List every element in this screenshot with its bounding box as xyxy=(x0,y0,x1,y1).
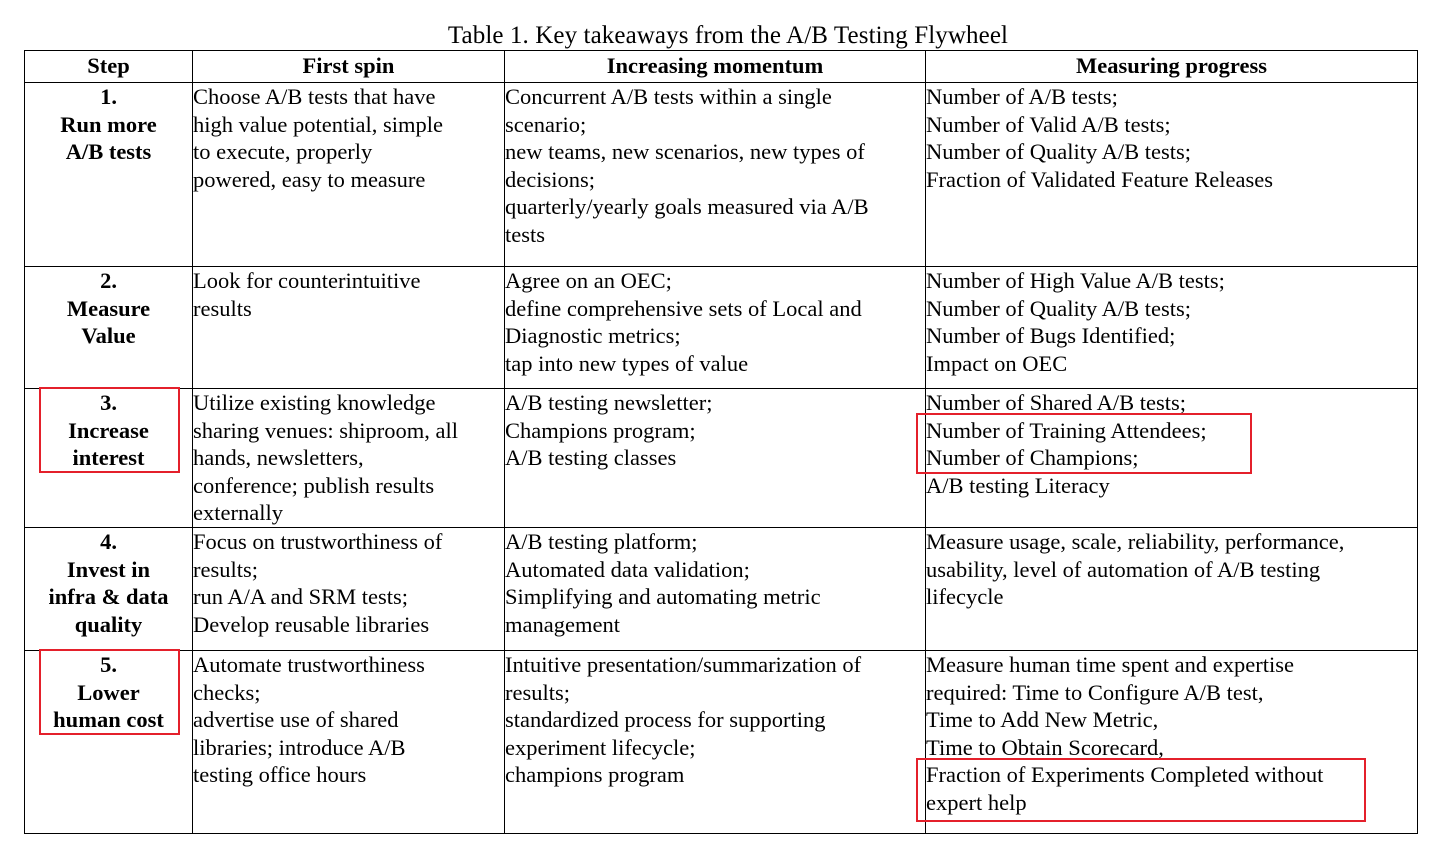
cell-line: usability, level of automation of A/B testing xyxy=(926,556,1321,582)
step-cell xyxy=(25,651,193,834)
cell-line: Utilize existing knowledge xyxy=(193,390,436,415)
cell-line: to execute, properly xyxy=(193,139,373,165)
cell-line: A/B testing newsletter; xyxy=(505,390,713,415)
cell-line: hands, newsletters, xyxy=(193,445,364,471)
cell-line: results xyxy=(193,295,252,321)
cell-line: lifecycle xyxy=(926,584,1004,610)
cell-line: sharing venues: shiproom, all xyxy=(193,417,458,443)
momentum-cell xyxy=(505,389,926,528)
cell-line: Time to Add New Metric, xyxy=(926,707,1159,733)
progress-cell xyxy=(926,267,1418,389)
cell-line: define comprehensive sets of Local and xyxy=(505,295,862,321)
cell-line: results; xyxy=(505,679,570,705)
table-row xyxy=(25,389,1418,528)
cell-line: Number of Champions; xyxy=(926,445,1139,471)
cell-line: Champions program; xyxy=(505,417,696,443)
momentum-cell xyxy=(505,267,926,389)
first-spin-cell xyxy=(193,389,505,528)
cell-line: champions program xyxy=(505,762,685,788)
cell-line: Number of Shared A/B tests; xyxy=(926,390,1186,415)
step-number: 4. xyxy=(100,529,117,554)
progress-cell xyxy=(926,389,1418,528)
cell-line: Number of Quality A/B tests; xyxy=(926,139,1191,165)
cell-line: results; xyxy=(193,556,258,582)
step-title-line: Increase xyxy=(68,417,149,443)
step-number: 3. xyxy=(100,390,117,415)
cell-line: testing office hours xyxy=(193,762,367,788)
cell-line: Choose A/B tests that have xyxy=(193,84,436,109)
step-highlight-wrap xyxy=(25,389,192,472)
first-spin-cell xyxy=(193,528,505,651)
header-increasing-momentum: Increasing momentum xyxy=(505,51,926,83)
step-title-line: A/B tests xyxy=(65,139,152,165)
table-row xyxy=(25,528,1418,651)
cell-line: Fraction of Experiments Completed without xyxy=(926,762,1324,788)
first-spin-cell xyxy=(193,83,505,267)
step-number: 5. xyxy=(100,652,117,677)
progress-highlight-wrap xyxy=(926,389,1417,499)
cell-line: A/B testing classes xyxy=(505,445,677,471)
cell-line: experiment lifecycle; xyxy=(505,734,696,760)
table-row xyxy=(25,83,1418,267)
cell-line: Number of A/B tests; xyxy=(926,84,1118,109)
header-row xyxy=(25,51,1418,83)
cell-line: A/B testing platform; xyxy=(505,529,698,554)
cell-line: run A/A and SRM tests; xyxy=(193,584,409,610)
progress-cell xyxy=(926,83,1418,267)
cell-line: Time to Obtain Scorecard, xyxy=(926,734,1164,760)
progress-cell xyxy=(926,528,1418,651)
header-first-spin: First spin xyxy=(193,51,505,83)
step-title-line: infra & data xyxy=(48,584,169,610)
header-step: Step xyxy=(25,51,193,83)
momentum-cell xyxy=(505,528,926,651)
cell-line: tests xyxy=(505,221,546,247)
cell-line: Agree on an OEC; xyxy=(505,268,672,293)
momentum-cell xyxy=(505,651,926,834)
cell-line: Look for counterintuitive xyxy=(193,268,421,293)
cell-line: quarterly/yearly goals measured via A/B xyxy=(505,194,869,220)
cell-line: tap into new types of value xyxy=(505,350,749,376)
cell-line: Concurrent A/B tests within a single xyxy=(505,84,832,109)
step-cell xyxy=(25,83,193,267)
cell-line: libraries; introduce A/B xyxy=(193,734,406,760)
cell-line: Measure usage, scale, reliability, performance, xyxy=(926,529,1345,554)
cell-line: Number of Training Attendees; xyxy=(926,417,1207,443)
first-spin-cell xyxy=(193,651,505,834)
cell-line: A/B testing Literacy xyxy=(926,472,1110,498)
progress-cell xyxy=(926,651,1418,834)
step-number: 1. xyxy=(100,84,117,109)
cell-line: Number of High Value A/B tests; xyxy=(926,268,1225,293)
cell-line: Simplifying and automating metric xyxy=(505,584,821,610)
first-spin-cell xyxy=(193,267,505,389)
cell-line: externally xyxy=(193,500,283,526)
cell-line: management xyxy=(505,611,620,637)
step-title-line: quality xyxy=(74,611,143,637)
step-title-line: human cost xyxy=(53,707,164,733)
step-number: 2. xyxy=(100,268,117,293)
cell-line: conference; publish results xyxy=(193,472,435,498)
step-title-line: Run more xyxy=(60,111,157,137)
cell-line: required: Time to Configure A/B test, xyxy=(926,679,1264,705)
step-title-line: interest xyxy=(72,445,145,471)
cell-line: checks; xyxy=(193,679,261,705)
cell-line: new teams, new scenarios, new types of xyxy=(505,139,865,165)
table-caption: Table 1. Key takeaways from the A/B Testing Flywheel xyxy=(447,22,1009,49)
momentum-cell xyxy=(505,83,926,267)
cell-line: expert help xyxy=(926,789,1027,815)
step-title-line: Value xyxy=(81,323,136,349)
cell-line: Number of Bugs Identified; xyxy=(926,323,1176,349)
progress-highlight-wrap xyxy=(926,651,1417,817)
header-measuring-progress: Measuring progress xyxy=(926,51,1418,83)
cell-line: decisions; xyxy=(505,166,595,192)
cell-line: Diagnostic metrics; xyxy=(505,323,681,349)
cell-line: high value potential, simple xyxy=(193,111,443,137)
cell-line: powered, easy to measure xyxy=(193,166,426,192)
cell-line: scenario; xyxy=(505,111,587,137)
table-row xyxy=(25,651,1418,834)
cell-line: Focus on trustworthiness of xyxy=(193,529,443,554)
cell-line: standardized process for supporting xyxy=(505,707,826,733)
step-title-line: Lower xyxy=(77,679,140,705)
step-cell xyxy=(25,267,193,389)
step-highlight-wrap xyxy=(25,651,192,734)
step-cell xyxy=(25,528,193,651)
cell-line: Number of Quality A/B tests; xyxy=(926,295,1191,321)
step-title-line: Invest in xyxy=(66,556,151,582)
step-cell xyxy=(25,389,193,528)
cell-line: Intuitive presentation/summarization of xyxy=(505,652,862,677)
cell-line: Measure human time spent and expertise xyxy=(926,652,1295,677)
step-title-line: Measure xyxy=(66,295,151,321)
takeaways-table xyxy=(24,50,1418,834)
cell-line: Impact on OEC xyxy=(926,350,1068,376)
cell-line: Number of Valid A/B tests; xyxy=(926,111,1171,137)
cell-line: Automated data validation; xyxy=(505,556,750,582)
cell-line: Fraction of Validated Feature Releases xyxy=(926,166,1273,192)
cell-line: Develop reusable libraries xyxy=(193,611,430,637)
cell-line: Automate trustworthiness xyxy=(193,652,425,677)
table-row xyxy=(25,267,1418,389)
cell-line: advertise use of shared xyxy=(193,707,399,733)
